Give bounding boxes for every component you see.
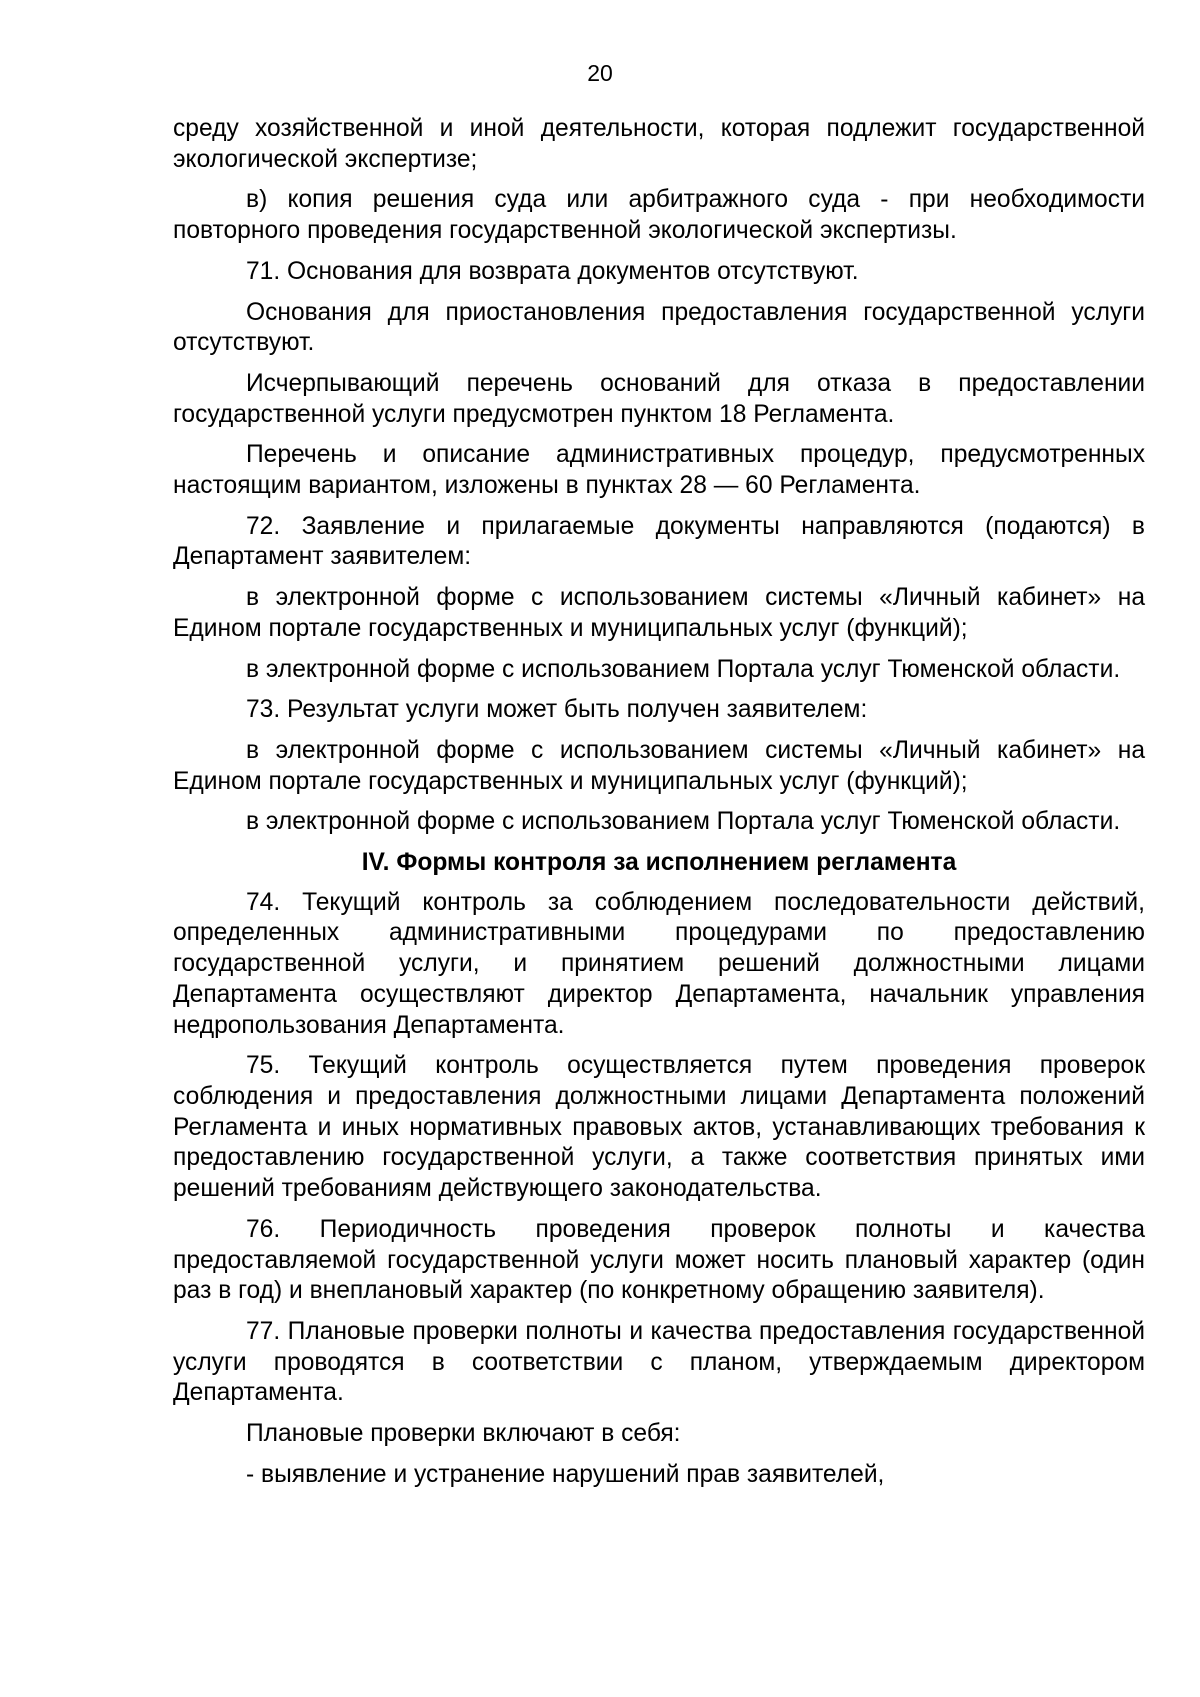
paragraph-72-option-2: в электронной форме с использованием Портала услуг Тюменской области. [246,655,1121,683]
paragraph-refusal: Исчерпывающий перечень оснований для отказа в предоставлении государственной услуги предусмотрен пунктом 18 Регламента. [173,369,1145,428]
paragraph-76: 76. Периодичность проведения проверок полноты и качества предоставляемой государственной услуги может носить плановый характер (один раз в год) и внеплановый характер (по конкретному обращению заявителя). [173,1215,1145,1305]
paragraph-suspension: Основания для приостановления предоставления государственной услуги отсутствуют. [173,298,1145,357]
paragraph-73-option-2: в электронной форме с использованием Портала услуг Тюменской области. [246,808,1121,836]
page-number: 20 [587,60,613,86]
paragraph-73: 73. Результат услуги может быть получен заявителем: [246,696,868,724]
paragraph-74: 74. Текущий контроль за соблюдением последовательности действий, определенных административными процедурами по предоставлению государственной услуги, и принятием решений должностными лицами Департамента осуществляют директор Департамента, начальник управления недропользования Департамента. [173,888,1145,1039]
paragraph-71: 71. Основания для возврата документов отсутствуют. [246,257,859,285]
paragraph-planned-checks: Плановые проверки включают в себя: [246,1420,681,1448]
document-body [173,114,1145,1500]
paragraph-72-option-1: в электронной форме с использованием системы «Личный кабинет» на Едином портале государственных и муниципальных услуг (функций); [173,584,1145,642]
section-heading: IV. Формы контроля за исполнением регламента [361,849,957,877]
paragraph-75: 75. Текущий контроль осуществляется путем проведения проверок соблюдения и предоставления должностными лицами Департамента положений Регламента и иных нормативных правовых актов, устанавливающих требования к предоставлению государственной услуги, а также соответствия принятых ими решений требованиям действующего законодательства. [173,1052,1145,1203]
paragraph-procedures: Перечень и описание административных процедур, предусмотренных настоящим вариантом, изложены в пунктах 28 — 60 Регламента. [173,441,1145,500]
paragraph-73-option-1: в электронной форме с использованием системы «Личный кабинет» на Едином портале государственных и муниципальных услуг (функций); [173,736,1145,795]
paragraph-continuation: среду хозяйственной и иной деятельности, которая подлежит государственной экологической экспертизе; [173,115,1145,173]
paragraph-list-item: - выявление и устранение нарушений прав заявителей, [246,1460,885,1488]
paragraph-77: 77. Плановые проверки полноты и качества предоставления государственной услуги проводятся в соответствии с планом, утверждаемым директором Департамента. [173,1317,1145,1407]
paragraph-item-v: в) копия решения суда или арбитражного суда - при необходимости повторного проведения государственной экологической экспертизы. [173,186,1145,245]
paragraph-72: 72. Заявление и прилагаемые документы направляются (подаются) в Департамент заявителем: [173,512,1145,571]
